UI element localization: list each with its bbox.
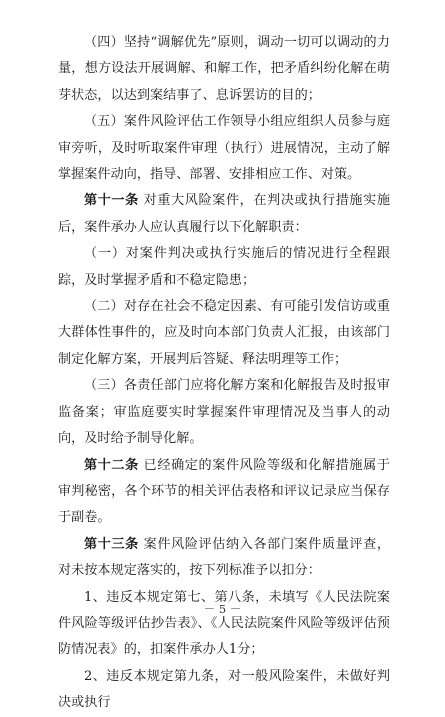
article-number: 第十三条 bbox=[84, 536, 139, 552]
article-text: 案件风险评估纳入各部门案件质量评查，对未按本规定落实的，按下列标准予以扣分： bbox=[58, 536, 390, 579]
article-11-item-2 bbox=[58, 294, 390, 373]
paragraph-text: 2、违反本规定第九条，对一般风险案件，未做好判决或执行 bbox=[58, 668, 390, 711]
article-text: 已经确定的案件风险等级和化解措施属于审判秘密，各个环节的相关评估表格和评议记录应当保存于副卷。 bbox=[58, 457, 390, 526]
article-13-item-1 bbox=[58, 585, 390, 664]
paragraph-text: （一）对案件判决或执行实施后的情况进行全程跟踪，及时掌握矛盾和不稳定隐患； bbox=[58, 246, 390, 288]
paragraph-text: （三）各责任部门应将化解方案和化解报告及时报审监备案；审监庭要实时掌握案件审理情况及当事人的动向，及时给予制导化解。 bbox=[58, 378, 390, 447]
article-13 bbox=[58, 532, 390, 585]
paragraph-text: （二）对存在社会不稳定因素、有可能引发信访或重大群体性事件的，应及时向本部门负责人汇报，由该部门制定化解方案，开展判后答疑、释法明理等工作； bbox=[58, 299, 390, 367]
article-text: 对重大风险案件，在判决或执行措施实施后，案件承办人应认真履行以下化解职责： bbox=[58, 193, 390, 235]
article-11-item-1 bbox=[58, 241, 390, 294]
page-number: － 5 － bbox=[203, 602, 242, 616]
paragraph-5-risk-leadership-group bbox=[58, 109, 390, 188]
paragraph-4-mediation-first bbox=[58, 30, 390, 109]
article-number: 第十一条 bbox=[84, 193, 139, 209]
article-11-item-3 bbox=[58, 373, 390, 452]
paragraph-text: （四）坚持“调解优先”原则，调动一切可以调动的力量，想方设法开展调解、和解工作，把矛盾纠纷化解在萌芽状态，以达到案结事了、息诉罢访的目的； bbox=[58, 35, 390, 103]
paragraph-text: （五）案件风险评估工作领导小组应组织人员参与庭审旁听，及时听取案件审理（执行）进展情况，主动了解掌握案件动向，指导、部署、安排相应工作、对策。 bbox=[58, 114, 390, 183]
article-number: 第十二条 bbox=[84, 457, 139, 473]
article-12 bbox=[58, 453, 390, 532]
article-13-item-2 bbox=[58, 664, 390, 717]
article-11 bbox=[58, 188, 390, 241]
paragraph-text: 1、违反本规定第七、第八条，未填写《人民法院案件风险等级评估抄告表》、《人民法院案件风险等级评估预防情况表》的，扣案件承办人1分； bbox=[58, 589, 390, 658]
